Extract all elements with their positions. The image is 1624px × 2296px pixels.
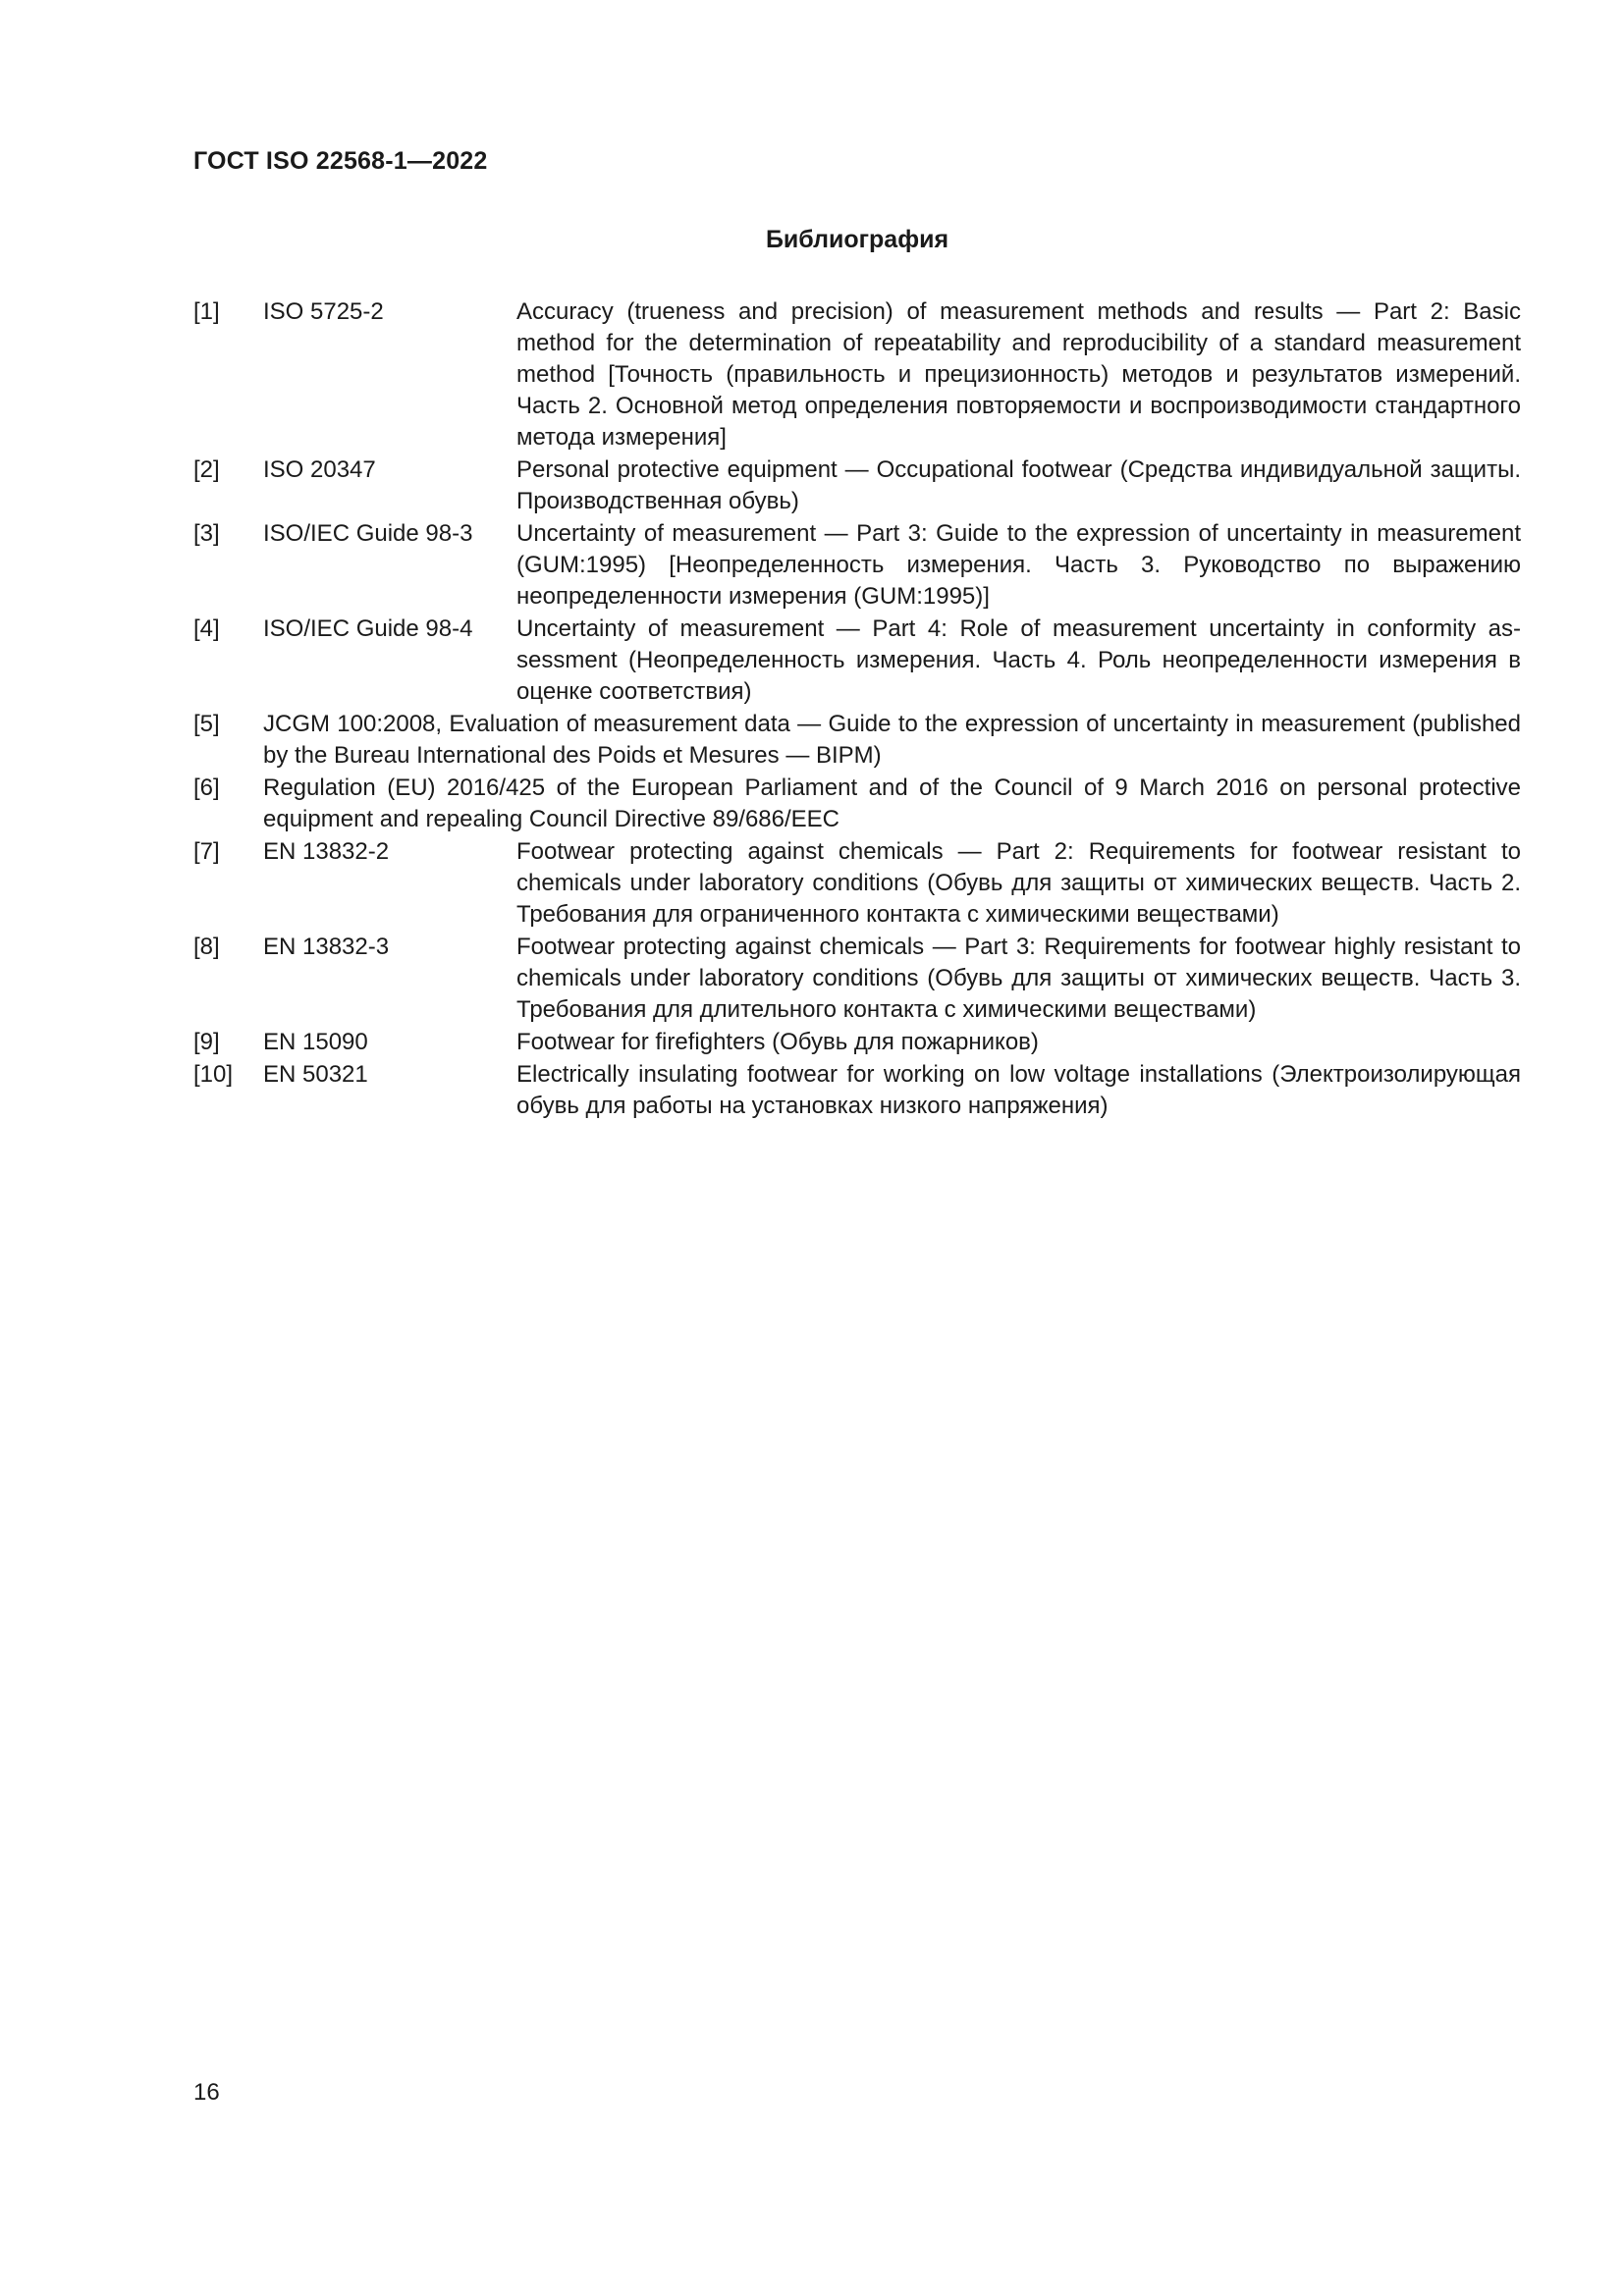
bibliography-item	[193, 296, 1521, 454]
standard-code: ISO/IEC Guide 98-4	[263, 615, 473, 642]
reference-text: Footwear protecting against chemicals — Part 2: Requirements for footwear resistant to chemicals under laboratory conditions (Обувь для защиты от химических веществ. Часть 2. Требования для ограниченного контакта с химическими веществами)	[516, 838, 1521, 928]
reference-text: Footwear protecting against chemicals — Part 3: Requirements for footwear highly resistant to chemicals under laboratory conditions (Обувь для защиты от химических веществ. Часть 3. Требования для длительного контакта с химическими веществами)	[516, 934, 1521, 1023]
bibliography-item	[193, 614, 1521, 708]
bibliography-item	[193, 454, 1521, 517]
reference-text: Uncertainty of measurement — Part 3: Guide to the expression of uncertainty in measurement (GUM:1995) [Неопределенность измерения. Часть 3. Руководство по выражению неопределенности измерения (GUM:1995)]	[516, 520, 1521, 610]
section-title: Библиография	[765, 226, 949, 253]
standard-code: ISO 5725-2	[263, 298, 384, 325]
standard-code: EN 13832-3	[263, 934, 390, 960]
bibliography-item	[193, 1027, 1521, 1058]
standard-code: EN 50321	[263, 1061, 368, 1088]
reference-number: [6]	[193, 774, 220, 801]
bibliography-item	[193, 836, 1521, 931]
reference-number: [10]	[193, 1061, 234, 1088]
reference-text: Accuracy (trueness and precision) of measurement methods and results — Part 2: Basic method for the determination of repeatability and reproducibility of a standard measurement method [Точность (правильность и прецизионность) методов и результатов измерений. Часть 2. Основной метод определения повторяемости и воспроизводимости стандартного метода измерения]	[516, 298, 1521, 451]
standard-code: ISO/IEC Guide 98-3	[263, 520, 473, 547]
reference-number: [8]	[193, 934, 220, 960]
standard-code: EN 15090	[263, 1029, 368, 1055]
reference-text: Uncertainty of measurement — Part 4: Role of measurement uncertainty in conformity assessment (Неопределенность измерения. Часть 4. Роль неопределенности измерения в оценке соответствия)	[516, 615, 1521, 705]
bibliography-item	[193, 773, 1521, 835]
page-number: 16	[193, 2079, 220, 2106]
reference-number: [1]	[193, 298, 220, 325]
reference-text: Electrically insulating footwear for working on low voltage installations (Электроизолирующая обувь для работы на установках низкого напряжения)	[516, 1061, 1521, 1119]
reference-number: [2]	[193, 456, 220, 483]
reference-text: Footwear for firefighters (Обувь для пожарников)	[516, 1029, 1039, 1055]
reference-number: [7]	[193, 838, 220, 865]
reference-text: Regulation (EU) 2016/425 of the European Parliament and of the Council of 9 March 2016 on personal protective equipment and repealing Council Directive 89/686/EEC	[263, 774, 1521, 832]
bibliography-item	[193, 518, 1521, 613]
document-code-header: ГОСТ ISO 22568-1—2022	[193, 147, 488, 175]
reference-number: [3]	[193, 520, 220, 547]
bibliography-item	[193, 1059, 1521, 1122]
reference-number: [4]	[193, 615, 220, 642]
standard-code: ISO 20347	[263, 456, 376, 483]
bibliography-item	[193, 709, 1521, 772]
reference-number: [5]	[193, 711, 220, 737]
standard-code: EN 13832-2	[263, 838, 390, 865]
reference-text: Personal protective equipment — Occupational footwear (Средства индивидуальной защиты. Производственная обувь)	[516, 456, 1521, 514]
reference-text: JCGM 100:2008, Evaluation of measurement data — Guide to the expression of uncertainty in measurement (published by the Bureau International des Poids et Mesures — BIPM)	[263, 711, 1521, 769]
bibliography-list	[193, 296, 1521, 1123]
bibliography-item	[193, 932, 1521, 1026]
reference-number: [9]	[193, 1029, 220, 1055]
